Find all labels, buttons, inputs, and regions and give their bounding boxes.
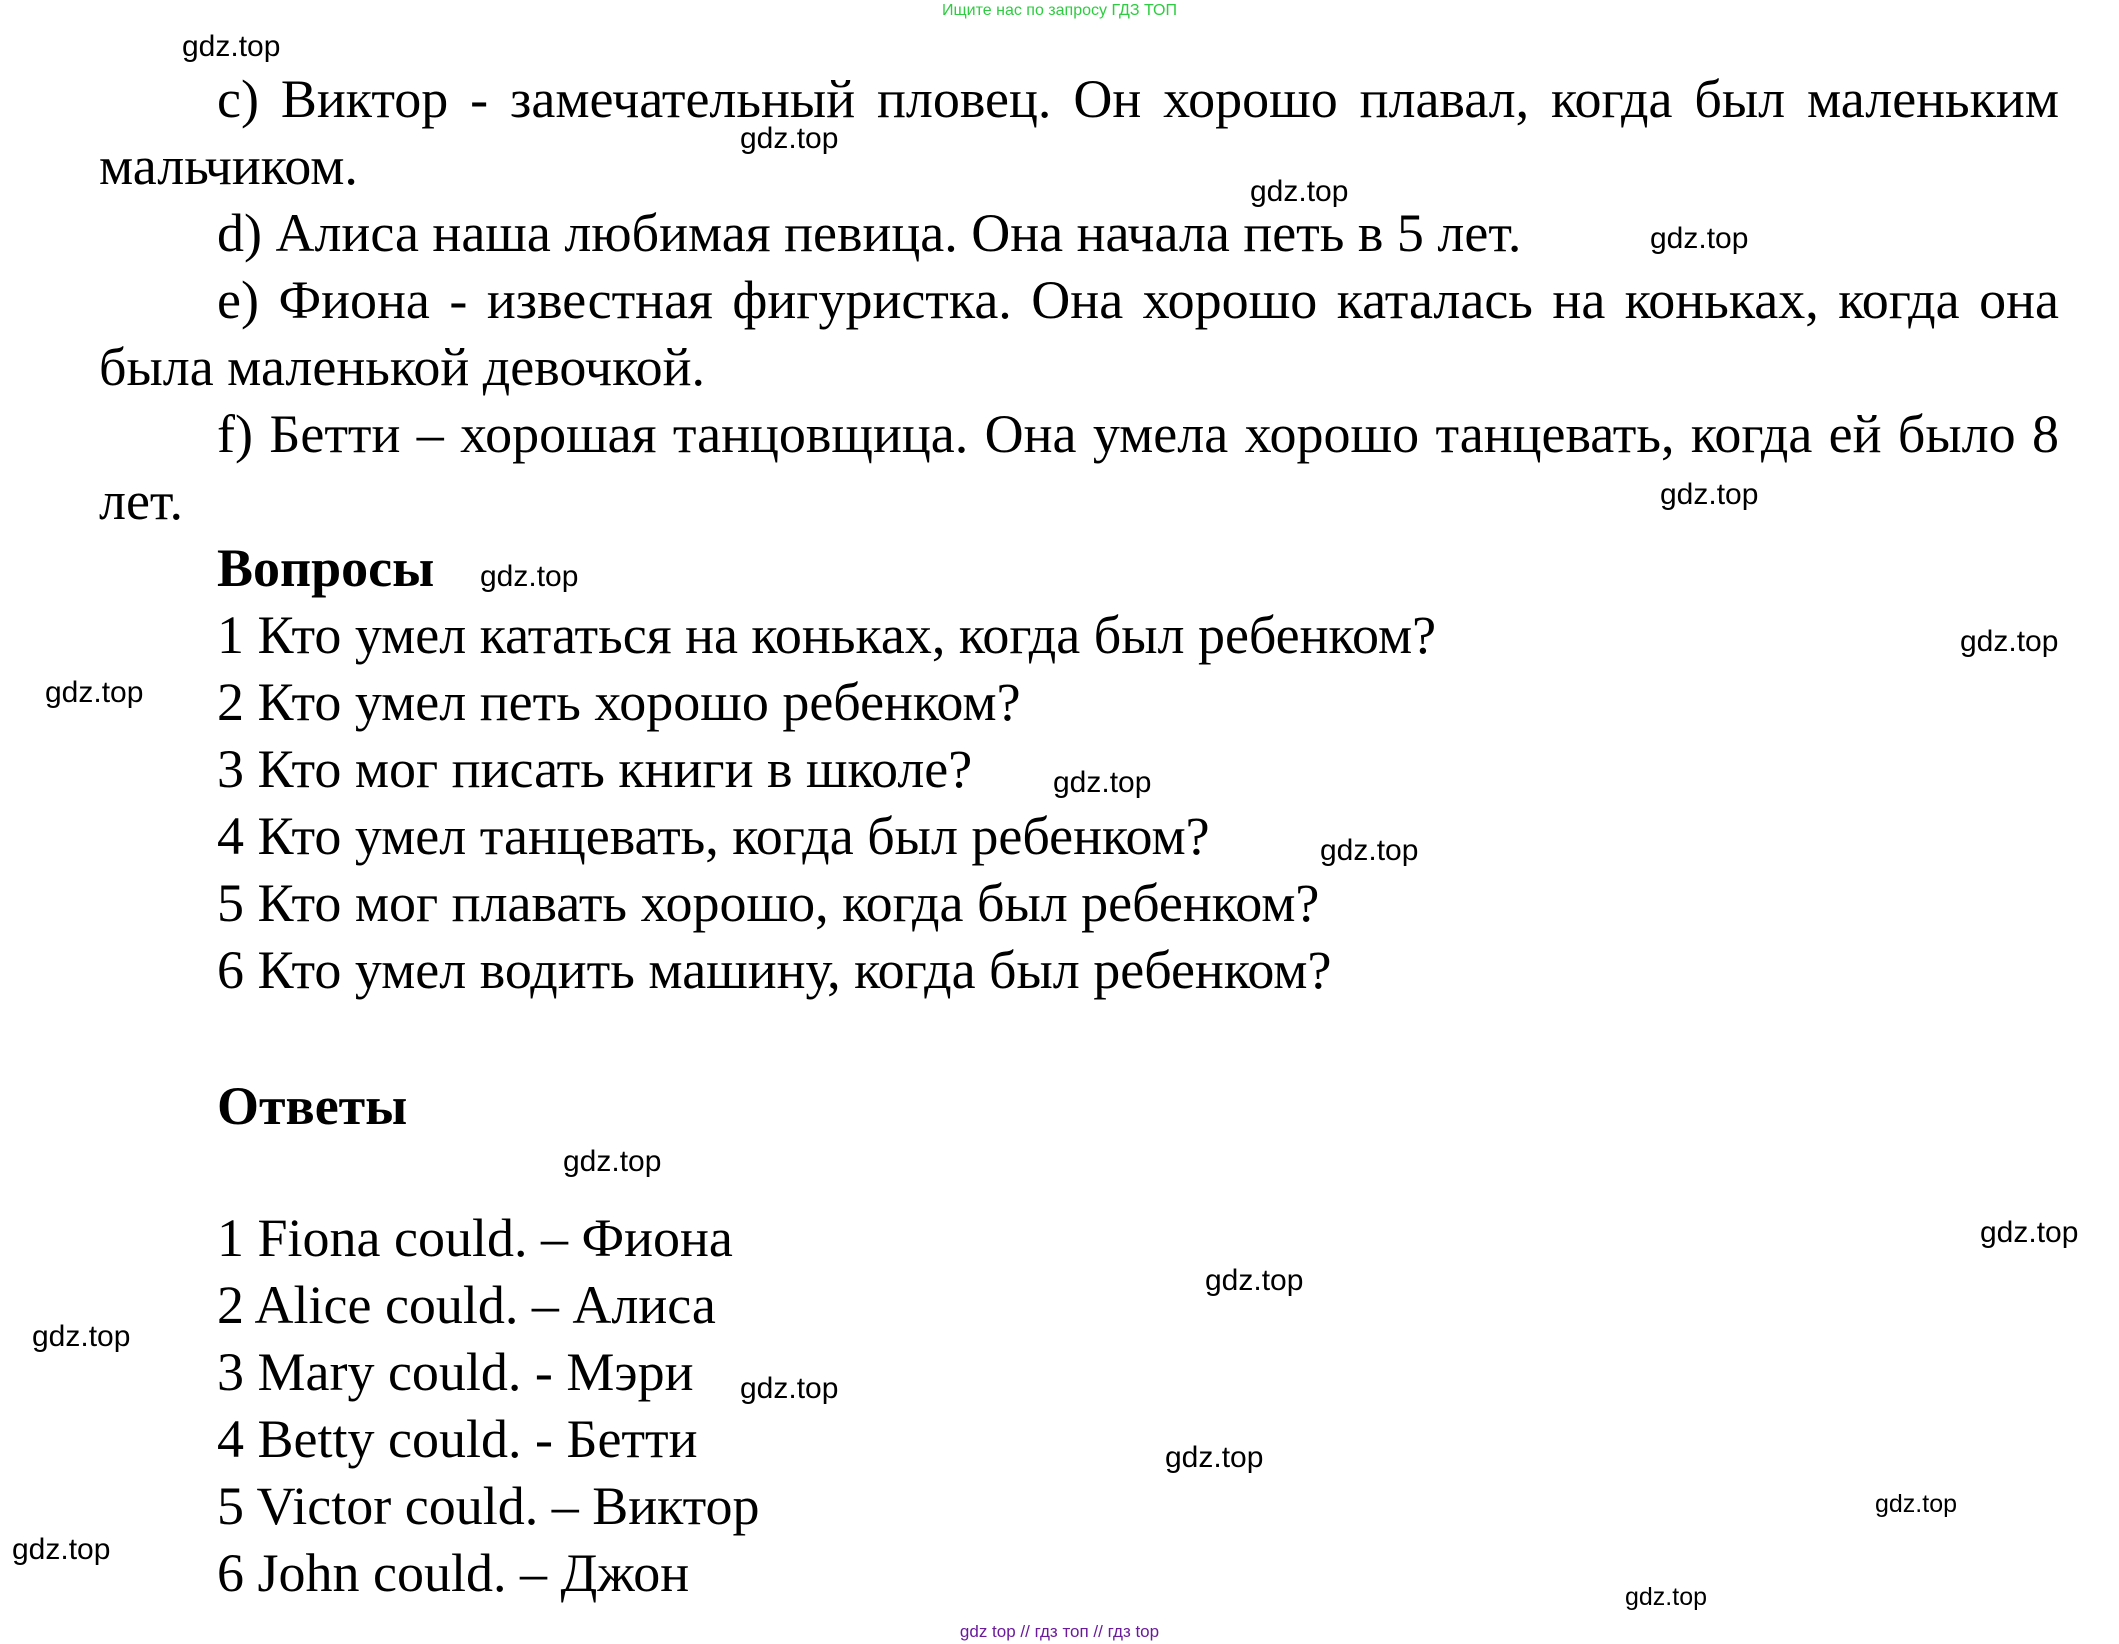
paragraph-e: e) Фиона - известная фигуристка. Она хорошо каталась на коньках, когда она была маленькой девочкой. [99, 270, 2059, 397]
question-3: 3 Кто мог писать книги в школе? [217, 739, 973, 799]
question-1: 1 Кто умел кататься на коньках, когда был ребенком? [217, 605, 1437, 665]
watermark: gdz.top [12, 1533, 111, 1566]
answer-6: 6 John could. – Джон [217, 1543, 690, 1603]
watermark: gdz.top [740, 1372, 839, 1405]
watermark: gdz.top [1625, 1583, 1708, 1611]
watermark: gdz.top [1165, 1441, 1264, 1474]
watermark: gdz.top [1660, 478, 1759, 511]
watermark: gdz.top [1875, 1490, 1958, 1518]
questions-heading: Вопросы [217, 538, 435, 598]
watermark: gdz.top [1650, 222, 1749, 255]
watermark: gdz.top [563, 1145, 662, 1178]
watermark: gdz.top [1205, 1264, 1304, 1297]
watermark: gdz.top [1250, 175, 1349, 208]
top-banner[interactable]: Ищите нас по запросу ГДЗ ТОП [942, 2, 1177, 19]
question-5: 5 Кто мог плавать хорошо, когда был ребенком? [217, 873, 1320, 933]
answer-5: 5 Victor could. – Виктор [217, 1476, 760, 1536]
answer-2: 2 Alice could. – Алиса [217, 1275, 716, 1335]
question-4: 4 Кто умел танцевать, когда был ребенком? [217, 806, 1210, 866]
watermark: gdz.top [480, 560, 579, 593]
watermark: gdz.top [45, 676, 144, 709]
watermark: gdz.top [1960, 625, 2059, 658]
question-6: 6 Кто умел водить машину, когда был ребенком? [217, 940, 1332, 1000]
watermark: gdz.top [1980, 1216, 2079, 1249]
footer-links[interactable]: gdz top // гдз топ // гдз top [959, 1622, 1160, 1641]
watermark: gdz.top [182, 30, 281, 63]
watermark: gdz.top [1053, 766, 1152, 799]
paragraph-f: f) Бетти – хорошая танцовщица. Она умела хорошо танцевать, когда ей было 8 лет. [99, 404, 2059, 531]
paragraph-c: c) Виктор - замечательный пловец. Он хорошо плавал, когда был маленьким мальчиком. [99, 69, 2059, 196]
answer-3: 3 Mary could. - Мэри [217, 1342, 694, 1402]
watermark: gdz.top [32, 1320, 131, 1353]
answer-4: 4 Betty could. - Бетти [217, 1409, 698, 1469]
question-2: 2 Кто умел петь хорошо ребенком? [217, 672, 1021, 732]
answer-1: 1 Fiona could. – Фиона [217, 1208, 733, 1268]
answers-heading: Ответы [217, 1076, 408, 1136]
paragraph-d: d) Алиса наша любимая певица. Она начала петь в 5 лет. [217, 203, 1522, 263]
watermark: gdz.top [1320, 834, 1419, 867]
watermark: gdz.top [740, 122, 839, 155]
